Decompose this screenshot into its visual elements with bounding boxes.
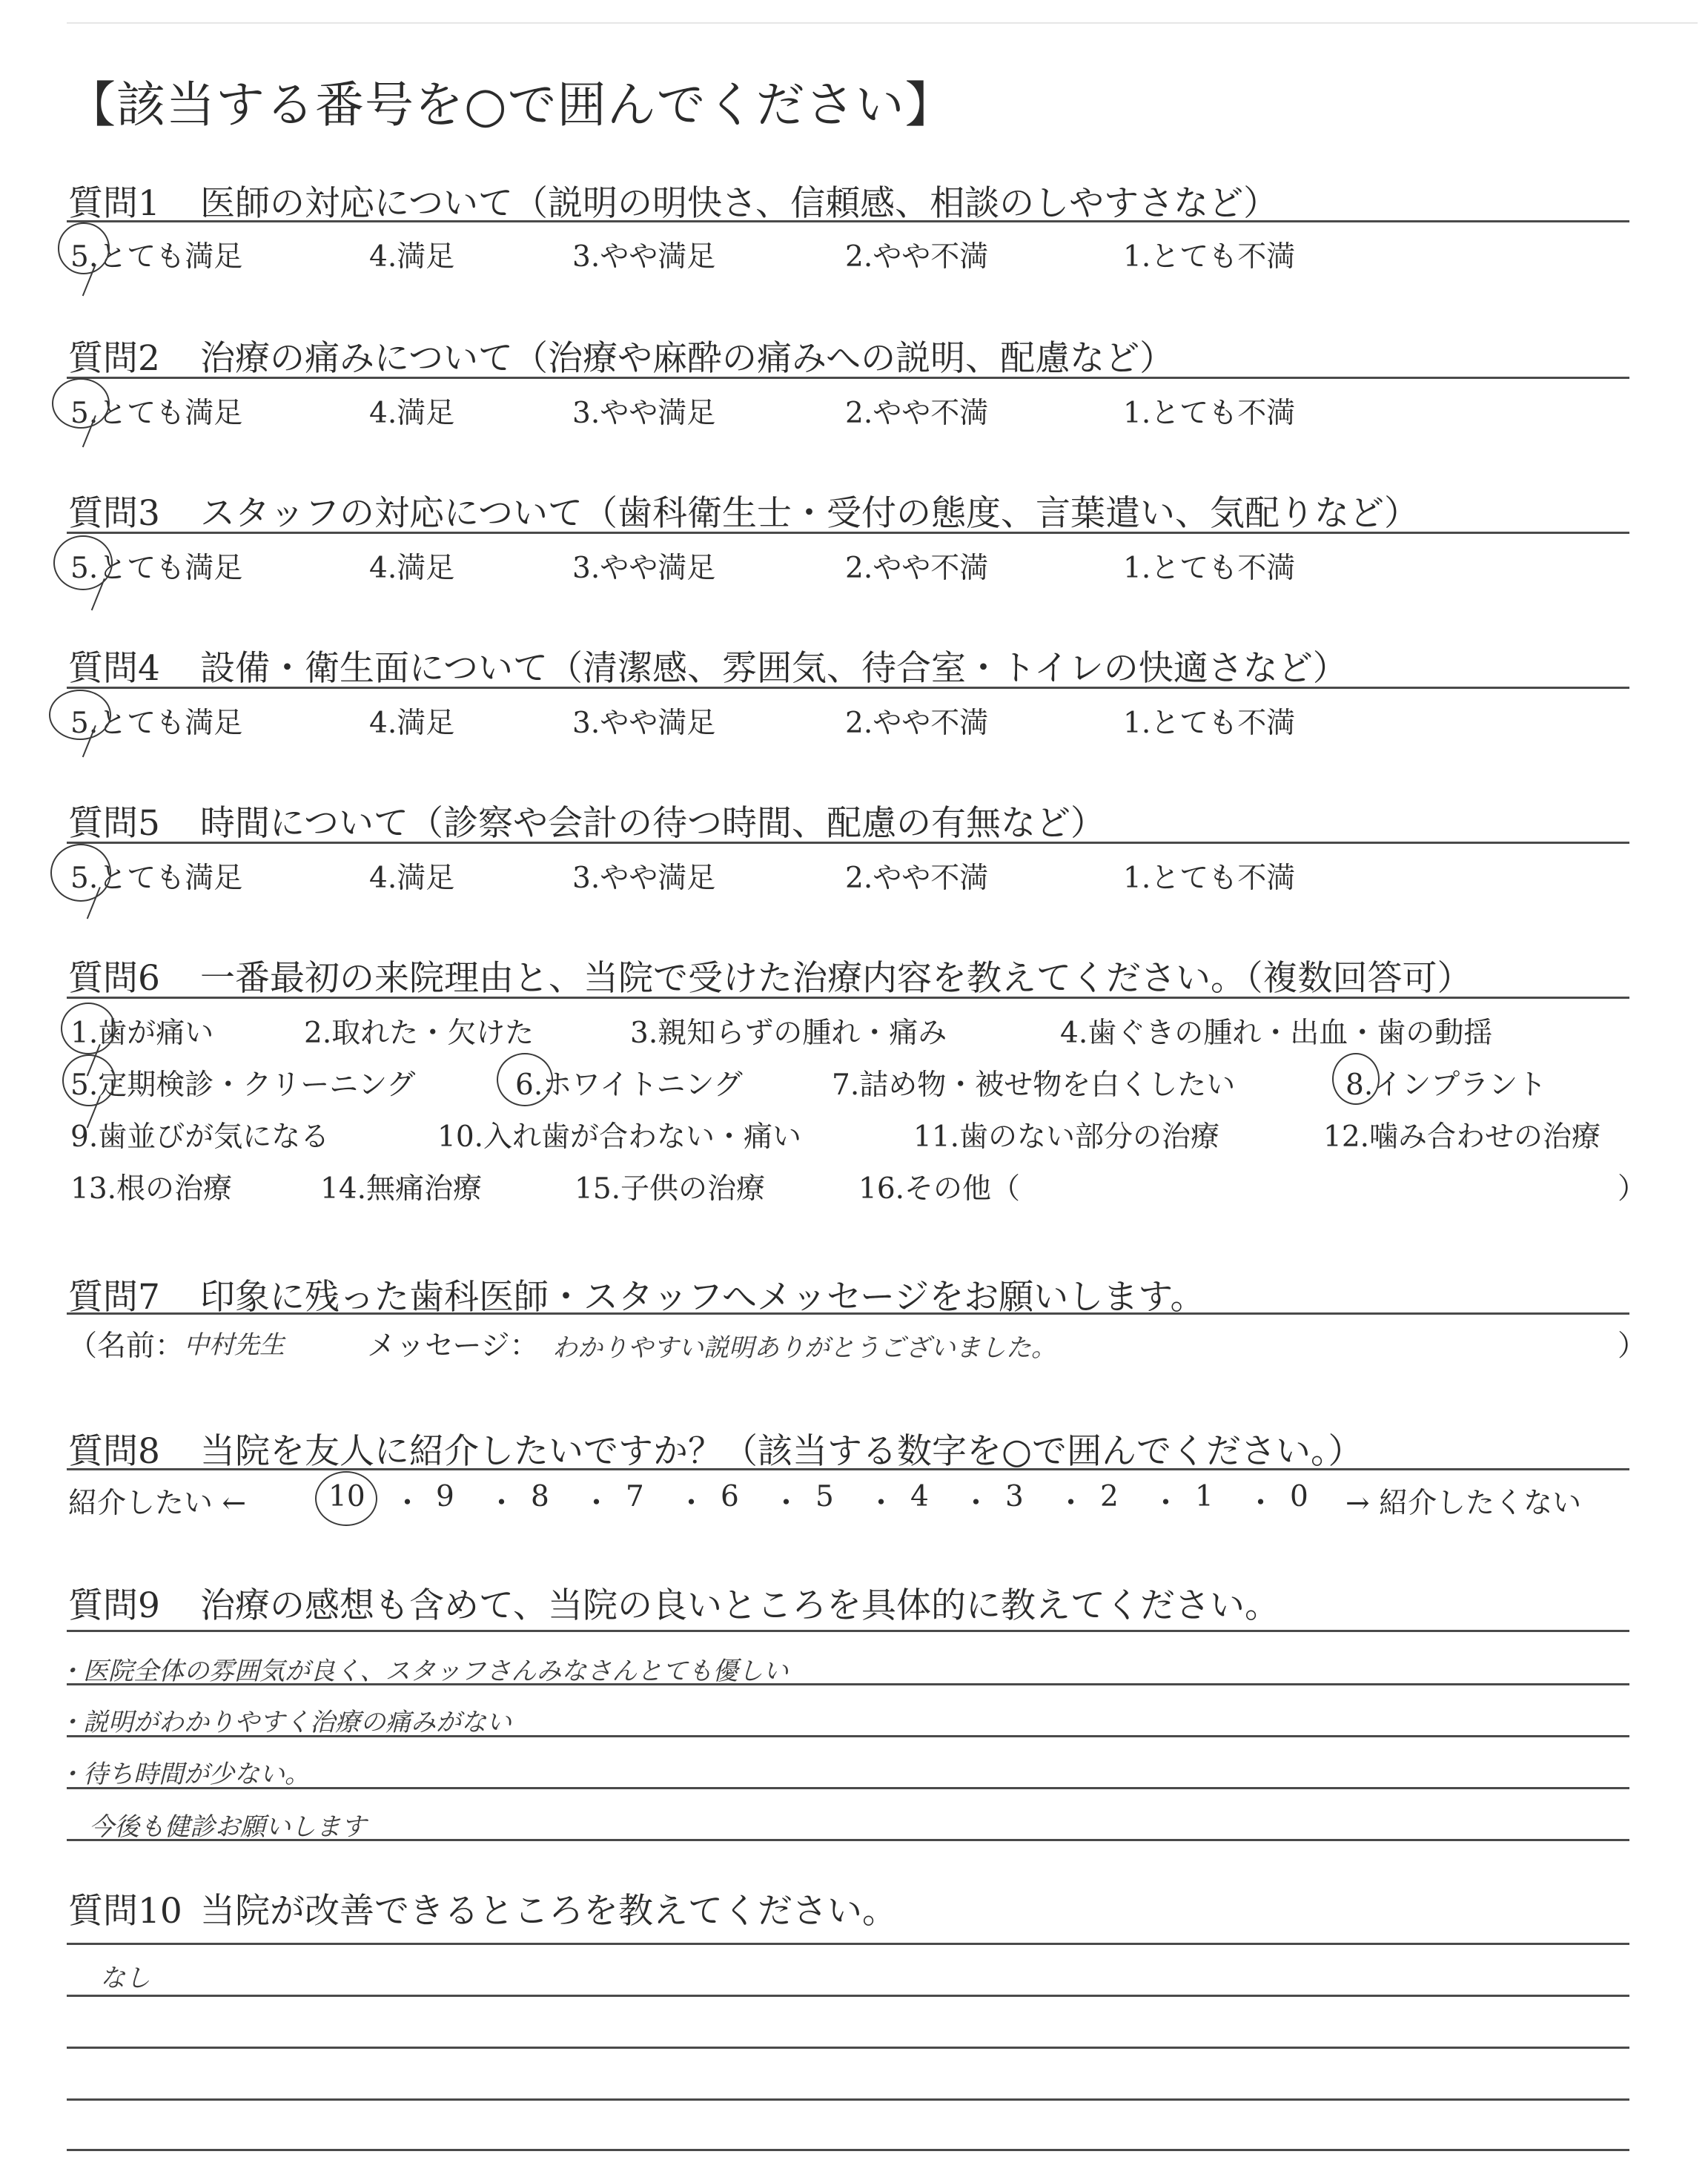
score-0[interactable]: 0 [1290,1480,1308,1513]
answer-line [67,2047,1629,2049]
question-text: 当院が改善できるところを教えてください。 [200,1891,897,1932]
score-5[interactable]: 5 [815,1480,834,1513]
question-2 [68,331,1174,380]
answer-line [67,1735,1629,1737]
score-4[interactable]: 4 [910,1480,929,1513]
q6-option-16-close: ） [1618,1172,1647,1206]
selection-circle [315,1471,377,1526]
answer-rule [67,220,1629,222]
q6-option-12[interactable]: 12.噛み合わせの治療 [1323,1120,1601,1154]
question-number: 質問3 [68,493,160,534]
selection-circle [61,1003,116,1054]
selection-circle [1332,1053,1380,1105]
option-5[interactable]: 5.とても満足 [70,862,243,895]
q6-option-13[interactable]: 13.根の治療 [70,1172,233,1206]
option-3[interactable]: 3.やや満足 [572,707,716,740]
question-number: 質問2 [68,338,160,379]
score-10[interactable]: 10 [328,1480,365,1513]
answer-rule [67,997,1629,999]
option-1[interactable]: 1.とても不満 [1123,552,1296,585]
question-3 [68,486,1419,535]
option-4[interactable]: 4.満足 [369,707,455,740]
q6-option-9[interactable]: 9.歯並びが気になる [70,1120,330,1154]
option-2[interactable]: 2.やや不満 [845,240,989,274]
question-number: 質問9 [68,1585,160,1626]
score-2[interactable]: 2 [1100,1480,1119,1513]
answer-rule [67,1468,1629,1470]
score-dot: ・ [393,1487,423,1520]
answer-line [67,2149,1629,2151]
answer-rule [67,1312,1629,1315]
score-8[interactable]: 8 [531,1480,549,1513]
answer-line [67,2098,1629,2101]
q6-option-14[interactable]: 14.無痛治療 [320,1172,483,1206]
score-1[interactable]: 1 [1195,1480,1214,1513]
score-dot: ・ [487,1487,517,1520]
option-3[interactable]: 3.やや満足 [572,397,716,430]
question-number: 質問1 [68,183,160,224]
q6-option-8[interactable]: 8.インプラント [1345,1069,1547,1102]
selection-circle [52,378,110,429]
name-value[interactable]: 中村先生 [184,1330,285,1360]
option-4[interactable]: 4.満足 [369,552,455,585]
answer-line [67,1683,1629,1685]
answer-line [67,1630,1629,1632]
q6-option-3[interactable]: 3.親知らずの腫れ・痛み [630,1017,947,1050]
score-6[interactable]: 6 [721,1480,739,1513]
score-dot: ・ [677,1487,706,1520]
answer-line [67,1943,1629,1945]
question-text: 治療の痛みについて（治療や麻酔の痛みへの説明、配慮など） [200,338,1175,379]
answer-line [67,1995,1629,1997]
option-2[interactable]: 2.やや不満 [845,707,989,740]
selection-circle [58,222,110,274]
question-number: 質問10 [68,1891,182,1932]
page-header: 【該当する番号を○で囲んでください】 [67,76,955,133]
question-1 [68,176,1278,225]
answer-line [67,1839,1629,1841]
score-dot: ・ [772,1487,801,1520]
question-number: 質問6 [68,958,160,999]
question-text: 設備・衛生面について（清潔感、雰囲気、待合室・トイレの快適さなど） [200,648,1348,689]
option-5[interactable]: 5.とても満足 [70,240,243,274]
question-number: 質問8 [68,1431,160,1472]
q6-option-11[interactable]: 11.歯のない部分の治療 [913,1120,1220,1154]
message-value[interactable]: わかりやすい説明ありがとうございました。 [552,1333,1056,1363]
option-4[interactable]: 4.満足 [369,862,455,895]
q6-option-4[interactable]: 4.歯ぐきの腫れ・出血・歯の動揺 [1060,1017,1493,1050]
question-text: 時間について（診察や会計の待つ時間、配慮の有無など） [200,803,1106,844]
selection-circle [497,1053,553,1106]
q6-option-15[interactable]: 15.子供の治療 [575,1172,766,1206]
option-3[interactable]: 3.やや満足 [572,552,716,585]
recommend-right-label: → 紹介したくない [1345,1487,1582,1520]
message-close: ） [1618,1330,1647,1363]
score-3[interactable]: 3 [1005,1480,1024,1513]
recommend-left-label: 紹介したい ← [68,1487,247,1520]
question-text: 医師の対応について（説明の明快さ、信頼感、相談のしやすさなど） [200,183,1279,224]
message-label: メッセージ： [367,1330,539,1363]
score-9[interactable]: 9 [436,1480,454,1513]
option-1[interactable]: 1.とても不満 [1123,240,1296,274]
q6-option-7[interactable]: 7.詰め物・被せ物を白くしたい [832,1069,1236,1102]
option-2[interactable]: 2.やや不満 [845,862,989,895]
selection-circle [62,1054,116,1106]
question-6 [68,951,1472,1000]
answer-text[interactable]: ・医院全体の雰囲気が良く、スタッフさんみなさんとても優しい [58,1657,789,1686]
q6-option-6[interactable]: 6.ホワイトニング [515,1069,743,1102]
answer-rule [67,377,1629,379]
q6-option-5[interactable]: 5.定期検診・クリーニング [70,1069,416,1102]
option-1[interactable]: 1.とても不満 [1123,397,1296,430]
option-3[interactable]: 3.やや満足 [572,862,716,895]
answer-text[interactable]: なし [100,1964,150,1993]
option-5[interactable]: 5.とても満足 [70,397,243,430]
score-dot: ・ [1056,1487,1086,1520]
answer-text[interactable]: ・説明がわかりやすく治療の痛みがない [58,1708,512,1737]
top-edge-line [67,22,1698,24]
question-7 [68,1269,1205,1319]
option-5[interactable]: 5.とても満足 [70,707,243,740]
answer-rule [67,687,1629,689]
score-dot: ・ [1246,1487,1276,1520]
question-text: 一番最初の来院理由と、当院で受けた治療内容を教えてください。（複数回答可） [200,958,1472,999]
question-5 [68,796,1105,845]
answer-rule [67,842,1629,844]
option-3[interactable]: 3.やや満足 [572,240,716,274]
q6-option-1[interactable]: 1.歯が痛い [70,1017,214,1050]
selection-circle [50,844,111,902]
score-dot: ・ [582,1487,612,1520]
score-dot: ・ [1151,1487,1181,1520]
name-label: （名前： [68,1330,185,1363]
option-2[interactable]: 2.やや不満 [845,552,989,585]
answer-text[interactable]: 今後も健診お願いします [89,1812,366,1842]
question-number: 質問4 [68,648,160,689]
q6-option-2[interactable]: 2.取れた・欠けた [304,1017,534,1050]
question-number: 質問5 [68,803,160,844]
answer-line [67,1787,1629,1789]
question-8 [68,1424,1363,1473]
question-text: 治療の感想も含めて、当院の良いところを具体的に教えてください。 [200,1585,1280,1626]
option-4[interactable]: 4.満足 [369,397,455,430]
question-4 [68,641,1348,690]
score-dot: ・ [867,1487,896,1520]
question-text: 当院を友人に紹介したいですか？（該当する数字を○で囲んでください。） [200,1431,1363,1472]
selection-circle [49,690,111,740]
option-2[interactable]: 2.やや不満 [845,397,989,430]
question-9 [68,1578,1280,1628]
answer-rule [67,532,1629,534]
question-text: スタッフの対応について（歯科衛生士・受付の態度、言葉遣い、気配りなど） [200,493,1420,534]
q6-option-10[interactable]: 10.入れ歯が合わない・痛い [437,1120,802,1154]
question-10 [68,1883,897,1933]
score-dot: ・ [961,1487,991,1520]
option-5[interactable]: 5.とても満足 [70,552,243,585]
question-number: 質問7 [68,1277,160,1318]
option-1[interactable]: 1.とても不満 [1123,862,1296,895]
score-7[interactable]: 7 [626,1480,644,1513]
question-text: 印象に残った歯科医師・スタッフへメッセージをお願いします。 [200,1277,1205,1318]
option-1[interactable]: 1.とても不満 [1123,707,1296,740]
q6-option-16[interactable]: 16.その他（ [858,1172,1021,1206]
option-4[interactable]: 4.満足 [369,240,455,274]
answer-text[interactable]: ・待ち時間が少ない。 [58,1760,310,1789]
